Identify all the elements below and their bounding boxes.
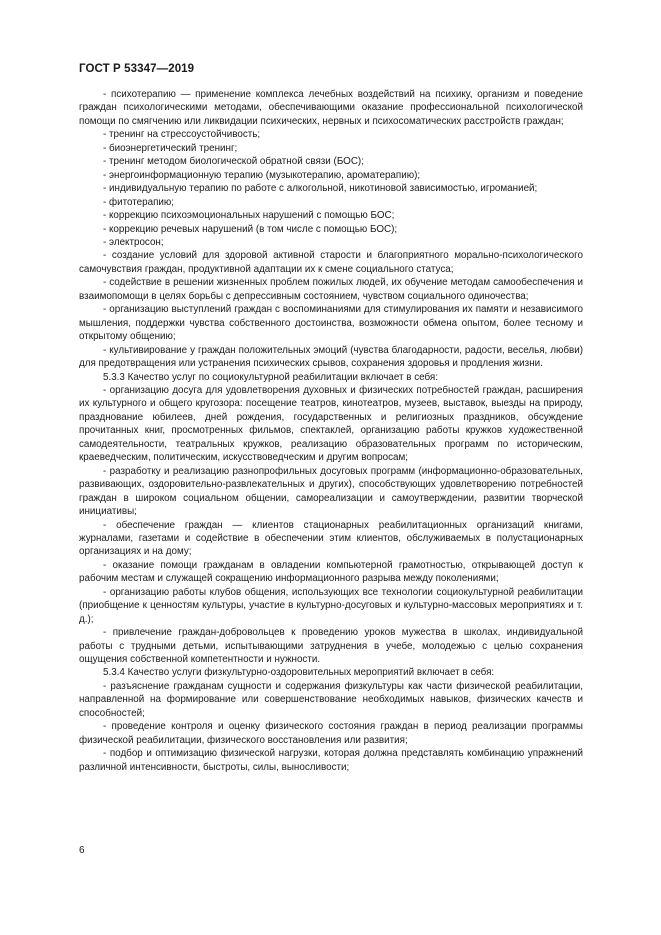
section-heading-5-3-4: 5.3.4 Качество услуги физкультурно-оздоровительных мероприятий включает в себя:: [103, 667, 495, 679]
document-header: ГОСТ Р 53347—2019: [79, 63, 195, 75]
section-heading-5-3-3: 5.3.3 Качество услуг по социокультурной реабилитации включает в себя:: [103, 371, 438, 383]
paragraph: - коррекцию речевых нарушений (в том числе с помощью БОС);: [103, 223, 398, 235]
paragraph: - тренинг на стрессоустойчивость;: [103, 129, 261, 141]
paragraph: - организацию выступлений граждан с воспоминаниями для стимулирования их памяти и независимого мышления, поддержки чувства собственного достоинства, возможности обмена опытом, более тесному и открытому общению;: [79, 304, 583, 343]
paragraph: - организацию работы клубов общения, использующих все технологии социокультурной реабилитации (приобщение к ценностям культуры, участие в культурно-досуговых и культурно-массовых мероприятиях и т. д.);: [79, 586, 583, 625]
document-body: [79, 88, 583, 774]
paragraph: - подбор и оптимизацию физической нагрузки, которая должна представлять комбинацию упражнений различной интенсивности, быстроты, силы, выносливости;: [79, 748, 583, 773]
paragraph: - создание условий для здоровой активной старости и благоприятного морально-психологического самочувствия граждан, продуктивной адаптации их к смене социального статуса;: [79, 250, 583, 275]
paragraph: - фитотерапию;: [103, 196, 175, 208]
paragraph: - электросон;: [103, 236, 164, 248]
paragraph: - психотерапию — применение комплекса лечебных воздействий на психику, организм и поведение граждан психологическими методами, обеспечивающими оказание профессиональной психологической помощи по смягчению или ликвидации психических, нервных и психосоматических расстройств граждан;: [79, 89, 583, 127]
paragraph: - организацию досуга для удовлетворения духовных и физических потребностей граждан, расширения их культурного и общего кругозора: посещение театров, кинотеатров, музеев, выставок, выезды на природу, празднование юбилеев, дней рождения, государственных и религиозных праздников, обсуждение прочитанных книг, просмотренных фильмов, спектаклей, организацию работы кружков художественной самодеятельности, театральных кружков, реализацию образовательных программ по историческим, краеведческим, политическим, искусствоведческим и другим вопросам;: [79, 384, 583, 464]
paragraph: - обеспечение граждан — клиентов стационарных реабилитационных организаций книгами, журналами, газетами и содействие в обеспечении этим клиентов, обслуживаемых в полустационарных организациях и на дому;: [79, 519, 583, 558]
paragraph: - тренинг методом биологической обратной связи (БОС);: [103, 156, 364, 168]
paragraph: - индивидуальную терапию по работе с алкогольной, никотиновой зависимостью, игроманией;: [103, 183, 538, 195]
paragraph: - коррекцию психоэмоциональных нарушений с помощью БОС;: [103, 210, 395, 222]
paragraph: - проведение контроля и оценку физического состояния граждан в период реализации программы физической реабилитации, физического восстановления или развития;: [79, 721, 583, 746]
paragraph: - разъяснение гражданам сущности и содержания физкультуры как части физической реабилитации, направленной на формирование или совершенствование необходимых навыков, физических качеств и способностей;: [79, 680, 583, 719]
paragraph: - культивирование у граждан положительных эмоций (чувства благодарности, радости, веселья, любви) для предотвращения или устранения психических срывов, сохранения здоровья и продления жизни.: [79, 344, 583, 370]
paragraph: - оказание помощи гражданам в овладении компьютерной грамотностью, открывающей доступ к рабочим местам и служащей сокращению информационного разрыва между поколениями;: [79, 559, 583, 585]
paragraph: - разработку и реализацию разнопрофильных досуговых программ (информационно-образовательных, развивающих, оздоровительно-развлекательных и других), способствующих удовлетворению потребностей граждан в широком социальном общении, самореализации и самоутверждении, развитии творческой инициативы;: [79, 465, 583, 518]
paragraph: - биоэнергетический тренинг;: [103, 142, 238, 154]
page-number: 6: [79, 845, 85, 856]
paragraph: - содействие в решении жизненных проблем пожилых людей, их обучение методам самообеспечения и взаимопомощи в целях борьбы с депрессивным состоянием, чувством социального одиночества;: [79, 277, 583, 302]
paragraph: - привлечение граждан-добровольцев к проведению уроков мужества в школах, индивидуальной работы с трудными детьми, испытывающими затруднения в учебе, молодежью с целью сохранения ощущения собственной компетентности и нужности.: [79, 627, 583, 666]
paragraph: - энергоинформационную терапию (музыкотерапию, ароматерапию);: [103, 169, 421, 181]
